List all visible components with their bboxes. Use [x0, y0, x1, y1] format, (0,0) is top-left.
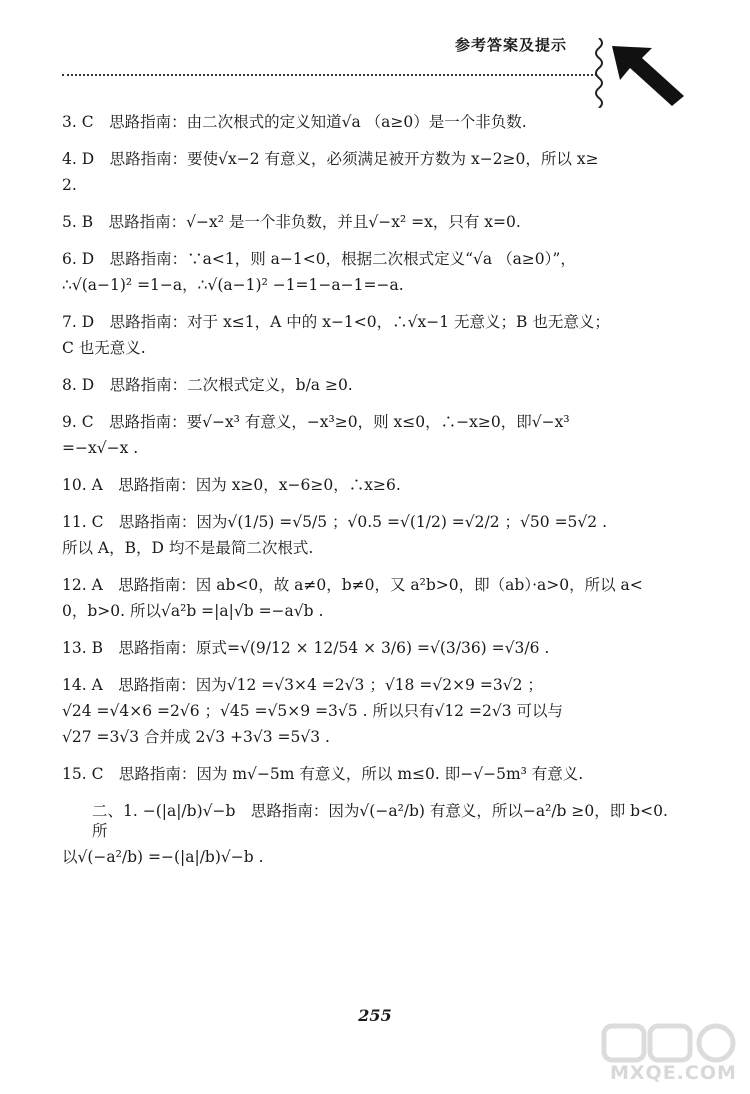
answer-line: 3. C 思路指南：由二次根式的定义知道√a （a≥0）是一个非负数. — [62, 113, 527, 131]
answer-line: C 也无意义. — [62, 339, 146, 357]
answer-line: 8. D 思路指南：二次根式定义，b/a ≥0. — [62, 376, 353, 394]
answer-line: ∴√(a−1)² =1−a，∴√(a−1)² −1=1−a−1=−a. — [62, 276, 404, 294]
arrow-pointer-icon — [608, 40, 688, 110]
answer-line: 以√(−a²/b) =−(|a|/b)√−b . — [62, 848, 264, 866]
watermark-text: MXQE.COM — [610, 1062, 737, 1084]
page-number: 255 — [358, 1006, 392, 1025]
answer-line: 5. B 思路指南：√−x² 是一个非负数，并且√−x² =x，只有 x=0. — [62, 213, 521, 231]
header-title: 参考答案及提示 — [455, 36, 568, 54]
answer-line: 15. C 思路指南：因为 m√−5m 有意义，所以 m≤0. 即−√−5m³ 有意义. — [62, 765, 584, 783]
answer-line: 6. D 思路指南：∵a<1，则 a−1<0，根据二次根式定义“√a （a≥0）”， — [62, 250, 576, 268]
answer-line: 2. — [62, 176, 77, 194]
answer-line: 所以 A，B，D 均不是最简二次根式. — [62, 539, 314, 557]
answer-line: √27 =3√3 合并成 2√3 +3√3 =5√3 . — [62, 728, 330, 746]
header-dotted-rule — [62, 74, 597, 76]
answer-line: 12. A 思路指南：因 ab<0，故 a≠0，b≠0，又 a²b>0，即（ab）·a>0，所以 a< — [62, 576, 643, 594]
answer-line: 0，b>0. 所以√a²b =|a|√b =−a√b . — [62, 602, 324, 620]
answer-line: 13. B 思路指南：原式=√(9/12 × 12/54 × 3/6) =√(3/36) =√3/6 . — [62, 639, 550, 657]
answer-text — [62, 112, 674, 884]
answer-line: 14. A 思路指南：因为√12 =√3×4 =2√3 ；√18 =√2×9 =3√2 ； — [62, 676, 543, 694]
answer-line: =−x√−x . — [62, 439, 139, 457]
answer-line: 9. C 思路指南：要√−x³ 有意义，−x³≥0，则 x≤0，∴−x≥0，即√−x³ — [62, 413, 570, 431]
header-wavy-line — [592, 38, 606, 108]
answer-line: 7. D 思路指南：对于 x≤1，A 中的 x−1<0，∴√x−1 无意义；B 也无意义； — [62, 313, 610, 331]
answer-line: √24 =√4×6 =2√6 ；√45 =√5×9 =3√5 . 所以只有√12 =2√3 可以与 — [62, 702, 563, 720]
answer-line: 二、1. −(|a|/b)√−b 思路指南：因为√(−a²/b) 有意义，所以−a²/b ≥0，即 b<0. 所 — [92, 802, 668, 840]
answer-line: 10. A 思路指南：因为 x≥0，x−6≥0，∴x≥6. — [62, 476, 401, 494]
answer-line: 4. D 思路指南：要使√x−2 有意义，必须满足被开方数为 x−2≥0，所以 x≥ — [62, 150, 599, 168]
answer-line: 11. C 思路指南：因为√(1/5) =√5/5 ；√0.5 =√(1/2) =√2/2 ；√50 =5√2 . — [62, 513, 608, 531]
